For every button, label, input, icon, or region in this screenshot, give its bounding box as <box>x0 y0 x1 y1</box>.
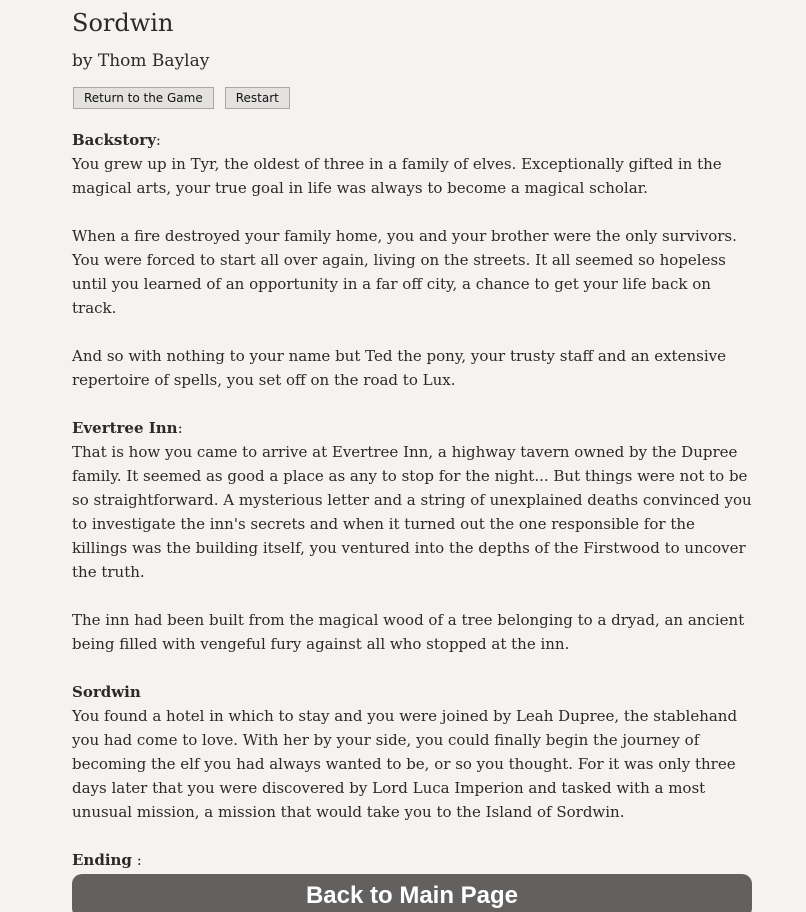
backstory-paragraph: When a fire destroyed your family home, you and your brother were the only survivors. You were forced to start all over again, living on the streets. It all seemed so hopeless until you learned of an opportunity in a far off city, a chance to get your life back on track. <box>72 227 737 317</box>
author-byline: by Thom Baylay <box>72 51 210 71</box>
action-buttons <box>72 87 752 109</box>
evertree-paragraph: That is how you came to arrive at Evertree Inn, a highway tavern owned by the Dupree family. It seemed as good a place as any to stop for the night... But things were not to be so straightforward. A mysterious letter and a string of unexplained deaths convinced you to investigate the inn's secrets and when it turned out the one responsible for the killings was the building itself, you ventured into the depths of the Firstwood to uncover the truth. <box>72 443 752 581</box>
sordwin-section <box>72 680 752 824</box>
scrollbar-track[interactable] <box>792 0 806 912</box>
page-title: Sordwin <box>72 9 174 37</box>
evertree-section <box>72 416 752 656</box>
restart-button[interactable]: Restart <box>225 87 290 109</box>
sordwin-paragraph: You found a hotel in which to stay and you were joined by Leah Dupree, the stablehand you had come to love. With her by your side, you could finally begin the journey of becoming the elf you had always wanted to be, or so you thought. For it was only three days later that you were discovered by Lord Luca Imperion and tasked with a most unusual mission, a mission that would take you to the Island of Sordwin. <box>72 707 738 821</box>
return-to-game-button[interactable]: Return to the Game <box>73 87 214 109</box>
backstory-heading-colon: : <box>155 131 161 149</box>
evertree-heading-colon: : <box>177 419 183 437</box>
story-content <box>72 8 752 896</box>
evertree-heading: Evertree Inn <box>72 419 178 437</box>
back-to-main-page-button[interactable]: Back to Main Page <box>72 874 752 912</box>
evertree-heading-line <box>72 416 752 440</box>
backstory-heading-line <box>72 128 752 152</box>
sordwin-heading: Sordwin <box>72 683 141 701</box>
evertree-paragraph: The inn had been built from the magical wood of a tree belonging to a dryad, an ancient being filled with vengeful fury against all who stopped at the inn. <box>72 611 745 653</box>
sordwin-heading-line <box>72 680 752 704</box>
ending-heading-colon: : <box>131 851 142 869</box>
backstory-heading: Backstory <box>72 131 156 149</box>
backstory-section <box>72 128 752 392</box>
ending-heading-line <box>72 848 752 872</box>
ending-heading: Ending <box>72 851 132 869</box>
backstory-paragraph: You grew up in Tyr, the oldest of three in a family of elves. Exceptionally gifted in the magical arts, your true goal in life was always to become a magical scholar. <box>72 155 722 197</box>
backstory-paragraph: And so with nothing to your name but Ted the pony, your trusty staff and an extensive repertoire of spells, you set off on the road to Lux. <box>72 347 726 389</box>
